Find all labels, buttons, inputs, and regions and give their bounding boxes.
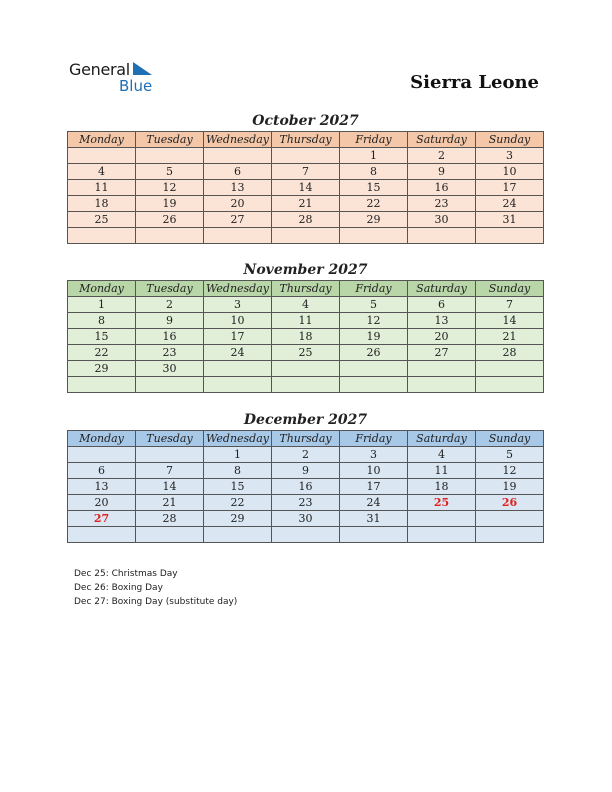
day-cell <box>204 527 272 543</box>
day-cell: 31 <box>340 511 408 527</box>
week-row <box>68 297 544 313</box>
day-cell: 24 <box>340 495 408 511</box>
day-cell: 16 <box>408 180 476 196</box>
day-cell: 6 <box>68 463 136 479</box>
day-cell <box>136 148 204 164</box>
day-cell: 20 <box>408 329 476 345</box>
weekday-header: Sunday <box>476 281 544 297</box>
week-row <box>68 228 544 244</box>
day-cell <box>136 447 204 463</box>
day-cell: 18 <box>272 329 340 345</box>
day-cell: 1 <box>340 148 408 164</box>
day-cell: 5 <box>340 297 408 313</box>
day-cell: 23 <box>408 196 476 212</box>
day-cell: 25 <box>68 212 136 228</box>
day-cell: 26 <box>476 495 544 511</box>
day-cell: 14 <box>272 180 340 196</box>
day-cell <box>136 377 204 393</box>
day-cell <box>340 377 408 393</box>
day-cell: 4 <box>408 447 476 463</box>
day-cell <box>340 527 408 543</box>
day-cell: 11 <box>68 180 136 196</box>
day-cell: 31 <box>476 212 544 228</box>
day-cell <box>408 511 476 527</box>
day-cell: 8 <box>204 463 272 479</box>
month-title: December 2027 <box>243 412 368 428</box>
day-cell: 7 <box>476 297 544 313</box>
day-cell <box>68 447 136 463</box>
day-cell: 7 <box>272 164 340 180</box>
day-cell: 11 <box>408 463 476 479</box>
weekday-header: Sunday <box>476 132 544 148</box>
day-cell: 27 <box>408 345 476 361</box>
logo-word-general: General <box>69 60 130 79</box>
day-cell <box>136 527 204 543</box>
calendar-grid <box>67 131 544 244</box>
holiday-note: Dec 25: Christmas Day <box>74 569 178 579</box>
day-cell <box>272 527 340 543</box>
generalblue-logo <box>69 60 159 96</box>
day-cell: 6 <box>204 164 272 180</box>
day-cell <box>204 377 272 393</box>
day-cell <box>408 527 476 543</box>
day-cell: 27 <box>204 212 272 228</box>
day-cell <box>204 361 272 377</box>
day-cell: 28 <box>272 212 340 228</box>
day-cell: 25 <box>272 345 340 361</box>
day-cell: 9 <box>272 463 340 479</box>
weekday-header: Friday <box>340 281 408 297</box>
week-row <box>68 329 544 345</box>
day-cell <box>408 361 476 377</box>
day-cell: 21 <box>476 329 544 345</box>
day-cell: 19 <box>476 479 544 495</box>
weekday-header: Tuesday <box>136 431 204 447</box>
day-cell: 17 <box>204 329 272 345</box>
holiday-note: Dec 26: Boxing Day <box>74 583 163 593</box>
day-cell: 1 <box>204 447 272 463</box>
weekday-header: Thursday <box>272 281 340 297</box>
day-cell <box>408 228 476 244</box>
day-cell: 29 <box>204 511 272 527</box>
month-october <box>67 111 544 244</box>
day-cell: 9 <box>408 164 476 180</box>
day-cell: 20 <box>204 196 272 212</box>
day-cell: 8 <box>340 164 408 180</box>
week-row <box>68 180 544 196</box>
weekday-header: Thursday <box>272 431 340 447</box>
holiday-note: Dec 27: Boxing Day (substitute day) <box>74 597 238 607</box>
day-cell: 12 <box>340 313 408 329</box>
weekday-header: Wednesday <box>204 431 272 447</box>
day-cell: 19 <box>340 329 408 345</box>
day-cell: 11 <box>272 313 340 329</box>
weekday-header: Tuesday <box>136 281 204 297</box>
week-row <box>68 527 544 543</box>
day-cell: 29 <box>68 361 136 377</box>
weekday-header: Friday <box>340 132 408 148</box>
week-row <box>68 212 544 228</box>
month-december <box>67 410 544 543</box>
weekday-header: Friday <box>340 431 408 447</box>
day-cell: 28 <box>136 511 204 527</box>
day-cell: 8 <box>68 313 136 329</box>
day-cell: 24 <box>204 345 272 361</box>
day-cell: 25 <box>408 495 476 511</box>
day-cell: 23 <box>272 495 340 511</box>
week-row <box>68 196 544 212</box>
day-cell <box>68 377 136 393</box>
week-row <box>68 511 544 527</box>
weekday-header: Saturday <box>408 132 476 148</box>
logo-triangle-icon <box>133 62 153 76</box>
week-row <box>68 164 544 180</box>
day-cell: 19 <box>136 196 204 212</box>
weekday-header: Wednesday <box>204 132 272 148</box>
day-cell: 17 <box>476 180 544 196</box>
week-row <box>68 361 544 377</box>
day-cell: 15 <box>340 180 408 196</box>
day-cell: 22 <box>68 345 136 361</box>
day-cell: 21 <box>136 495 204 511</box>
day-cell: 2 <box>272 447 340 463</box>
day-cell <box>340 361 408 377</box>
day-cell: 3 <box>476 148 544 164</box>
day-cell <box>272 361 340 377</box>
day-cell: 5 <box>136 164 204 180</box>
week-row <box>68 479 544 495</box>
day-cell: 26 <box>136 212 204 228</box>
day-cell: 15 <box>204 479 272 495</box>
day-cell <box>68 148 136 164</box>
calendar-grid <box>67 280 544 393</box>
day-cell <box>476 527 544 543</box>
week-row <box>68 148 544 164</box>
week-row <box>68 495 544 511</box>
day-cell <box>476 377 544 393</box>
weekday-header: Saturday <box>408 431 476 447</box>
day-cell: 10 <box>476 164 544 180</box>
calendar-grid <box>67 430 544 543</box>
day-cell: 18 <box>408 479 476 495</box>
day-cell: 28 <box>476 345 544 361</box>
day-cell: 5 <box>476 447 544 463</box>
day-cell: 6 <box>408 297 476 313</box>
day-cell <box>476 511 544 527</box>
day-cell: 13 <box>408 313 476 329</box>
day-cell: 13 <box>204 180 272 196</box>
day-cell <box>204 148 272 164</box>
day-cell <box>340 228 408 244</box>
day-cell: 3 <box>204 297 272 313</box>
day-cell: 14 <box>136 479 204 495</box>
day-cell <box>272 148 340 164</box>
day-cell: 13 <box>68 479 136 495</box>
day-cell: 12 <box>136 180 204 196</box>
month-title: November 2027 <box>243 262 368 278</box>
weekday-header: Sunday <box>476 431 544 447</box>
day-cell: 2 <box>408 148 476 164</box>
day-cell: 27 <box>68 511 136 527</box>
day-cell <box>68 228 136 244</box>
weekday-header: Saturday <box>408 281 476 297</box>
day-cell: 30 <box>408 212 476 228</box>
day-cell: 23 <box>136 345 204 361</box>
weekday-header-row <box>68 132 544 148</box>
weekday-header: Monday <box>68 132 136 148</box>
day-cell: 2 <box>136 297 204 313</box>
day-cell: 4 <box>68 164 136 180</box>
country-title: Sierra Leone <box>410 72 539 93</box>
day-cell: 7 <box>136 463 204 479</box>
weekday-header: Monday <box>68 431 136 447</box>
day-cell: 10 <box>340 463 408 479</box>
weekday-header: Wednesday <box>204 281 272 297</box>
day-cell: 17 <box>340 479 408 495</box>
day-cell: 14 <box>476 313 544 329</box>
day-cell: 12 <box>476 463 544 479</box>
weekday-header: Monday <box>68 281 136 297</box>
day-cell: 20 <box>68 495 136 511</box>
day-cell: 16 <box>272 479 340 495</box>
weekday-header-row <box>68 431 544 447</box>
weekday-header: Thursday <box>272 132 340 148</box>
day-cell <box>476 361 544 377</box>
month-title: October 2027 <box>252 113 359 129</box>
week-row <box>68 447 544 463</box>
week-row <box>68 377 544 393</box>
holiday-notes <box>74 567 237 609</box>
day-cell: 22 <box>340 196 408 212</box>
day-cell: 16 <box>136 329 204 345</box>
week-row <box>68 463 544 479</box>
day-cell: 9 <box>136 313 204 329</box>
day-cell <box>136 228 204 244</box>
day-cell: 1 <box>68 297 136 313</box>
week-row <box>68 313 544 329</box>
day-cell: 30 <box>136 361 204 377</box>
day-cell: 10 <box>204 313 272 329</box>
day-cell <box>204 228 272 244</box>
weekday-header: Tuesday <box>136 132 204 148</box>
day-cell: 18 <box>68 196 136 212</box>
weekday-header-row <box>68 281 544 297</box>
day-cell: 4 <box>272 297 340 313</box>
day-cell: 15 <box>68 329 136 345</box>
day-cell <box>68 527 136 543</box>
logo-word-blue: Blue <box>119 77 153 95</box>
day-cell <box>408 377 476 393</box>
day-cell <box>272 228 340 244</box>
day-cell <box>272 377 340 393</box>
day-cell: 22 <box>204 495 272 511</box>
month-november <box>67 260 544 393</box>
week-row <box>68 345 544 361</box>
day-cell: 21 <box>272 196 340 212</box>
day-cell: 24 <box>476 196 544 212</box>
day-cell: 30 <box>272 511 340 527</box>
day-cell: 29 <box>340 212 408 228</box>
day-cell: 26 <box>340 345 408 361</box>
day-cell: 3 <box>340 447 408 463</box>
day-cell <box>476 228 544 244</box>
